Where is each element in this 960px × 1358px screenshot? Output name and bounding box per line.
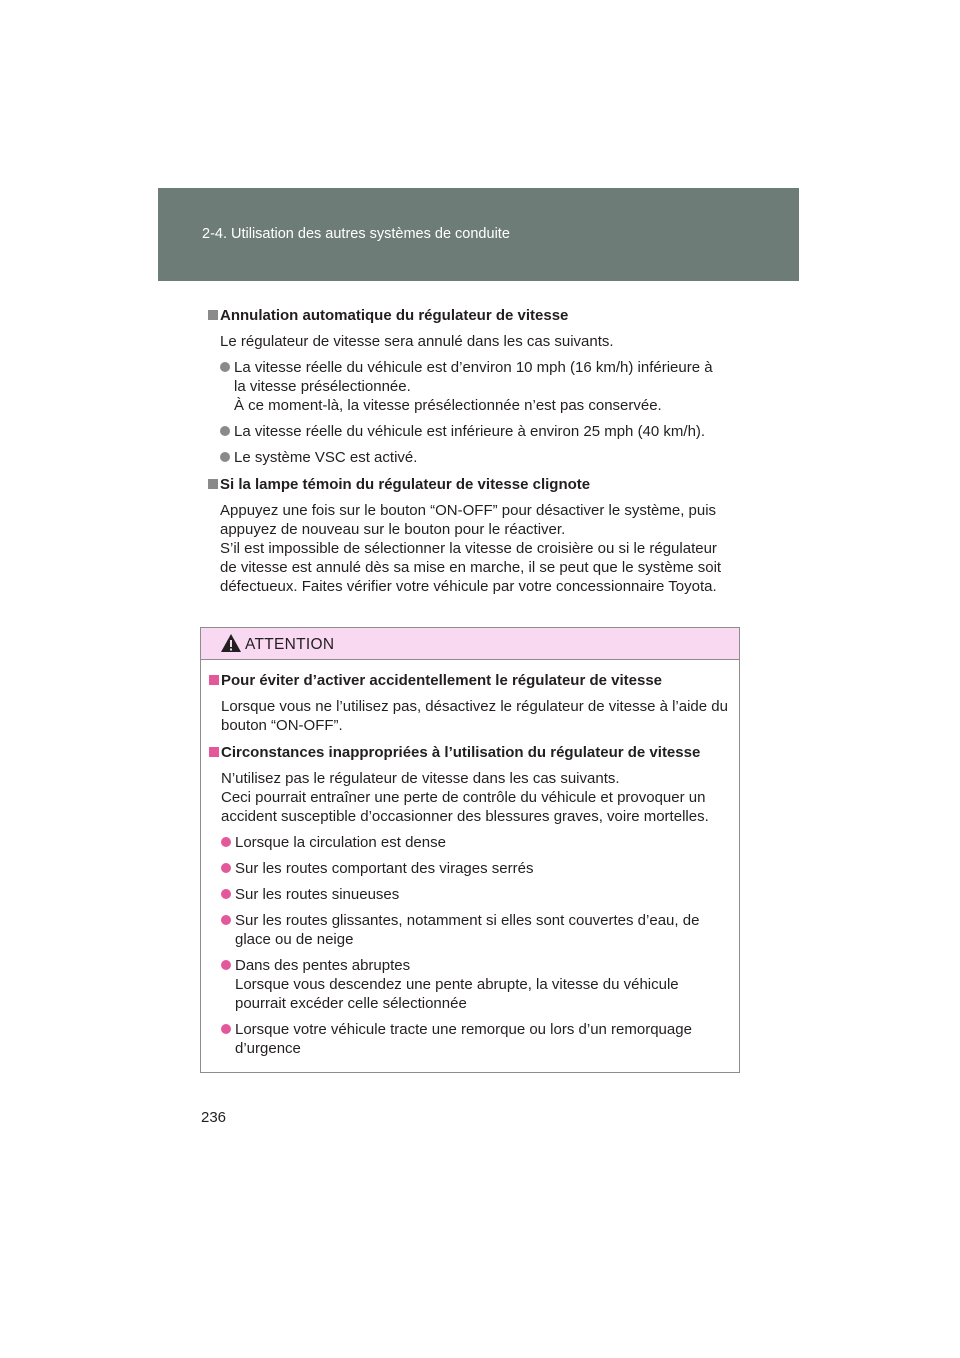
circle-bullet-icon [221,863,231,873]
attention-box [200,627,740,1073]
heading-inappropriate-use: Circonstances inappropriées à l’utilisation du régulateur de vitesse [209,743,735,762]
circle-bullet-icon [220,362,230,372]
square-bullet-icon [209,747,219,757]
list-item: La vitesse réelle du véhicule est d’environ 10 mph (16 km/h) inférieure à la vitesse présélectionnée. À ce moment-là, la vitesse présélectionnée n’est pas conservée. [220,358,736,415]
list-item: Sur les routes glissantes, notamment si elles sont couvertes d’eau, de glace ou de neige [221,911,735,949]
heading-blinking-lamp: Si la lampe témoin du régulateur de vitesse clignote [208,475,736,494]
circle-bullet-icon [221,960,231,970]
attention-body [209,671,735,1058]
warning-triangle-icon [220,633,242,653]
paragraph: Le régulateur de vitesse sera annulé dans les cas suivants. [220,333,614,350]
paragraph: N’utilisez pas le régulateur de vitesse dans les cas suivants. Ceci pourrait entraîner une perte de contrôle du véhicule et provoquer un accident susceptible d’occasionner des blessures graves, voire mortelles. [221,770,709,825]
circle-bullet-icon [221,1024,231,1034]
list-item: Sur les routes comportant des virages serrés [221,859,735,878]
circle-bullet-icon [220,426,230,436]
section-title: 2-4. Utilisation des autres systèmes de conduite [202,226,510,242]
square-bullet-icon [208,479,218,489]
list-item: Lorsque la circulation est dense [221,833,735,852]
circle-bullet-icon [221,889,231,899]
square-bullet-icon [209,675,219,685]
attention-title: ATTENTION [245,636,335,653]
attention-header [201,628,739,660]
list-item: Le système VSC est activé. [220,448,736,467]
paragraph: Lorsque vous ne l’utilisez pas, désactivez le régulateur de vitesse à l’aide du bouton “ON-OFF”. [221,698,728,734]
heading-auto-cancel: Annulation automatique du régulateur de vitesse [208,306,736,325]
circle-bullet-icon [221,915,231,925]
list-item: Lorsque votre véhicule tracte une remorque ou lors d’un remorquage d’urgence [221,1020,735,1058]
list-item: Sur les routes sinueuses [221,885,735,904]
circle-bullet-icon [221,837,231,847]
circle-bullet-icon [220,452,230,462]
heading-avoid-activation: Pour éviter d’activer accidentellement le régulateur de vitesse [209,671,735,690]
section-header-bar [158,188,799,281]
list-item: Dans des pentes abruptes Lorsque vous descendez une pente abrupte, la vitesse du véhicule pourrait excéder celle sélectionnée [221,956,735,1013]
page-number: 236 [201,1109,227,1126]
paragraph: Appuyez une fois sur le bouton “ON-OFF” pour désactiver le système, puis appuyez de nouveau sur le bouton pour le réactiver. S’il est impossible de sélectionner la vitesse de croisière ou si le régulateur de vitesse est annulé dès sa mise en marche, il se peut que le système soit défectueux. Faites vérifier votre véhicule par votre concessionnaire Toyota. [220,502,722,595]
list-item: La vitesse réelle du véhicule est inférieure à environ 25 mph (40 km/h). [220,422,736,441]
main-content [208,306,736,596]
square-bullet-icon [208,310,218,320]
